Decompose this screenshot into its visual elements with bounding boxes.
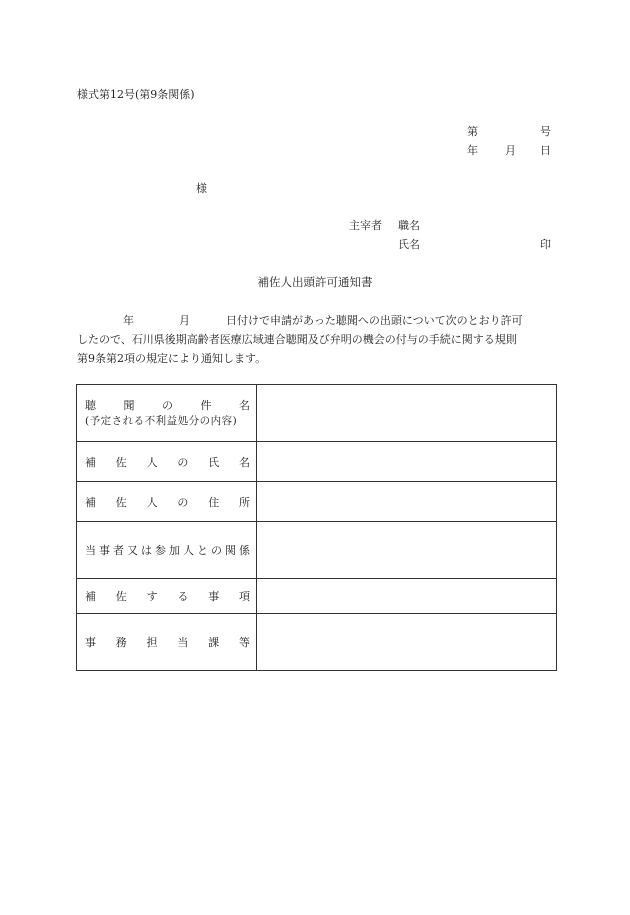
row-sub-label: (予定される不利益処分の内容) bbox=[85, 414, 238, 427]
document-number-suffix: 号 bbox=[540, 125, 551, 138]
label-char: 氏 bbox=[208, 455, 220, 469]
date-month-label: 月 bbox=[505, 144, 516, 157]
table-value-cell[interactable] bbox=[257, 522, 557, 579]
label-char: 事 bbox=[85, 636, 96, 649]
table-value-cell[interactable] bbox=[257, 482, 557, 522]
label-char: と bbox=[197, 544, 208, 557]
label-char: 名 bbox=[238, 455, 250, 469]
body-line-1 bbox=[77, 311, 557, 330]
label-char: る bbox=[177, 590, 189, 603]
table-label-cell bbox=[77, 442, 257, 482]
label-char: の bbox=[162, 398, 173, 412]
table-value-cell[interactable] bbox=[257, 614, 557, 671]
seal-mark: 印 bbox=[540, 238, 551, 251]
organizer-label: 主宰者 bbox=[349, 219, 382, 232]
table-value-cell[interactable] bbox=[257, 385, 557, 442]
label-char: は bbox=[141, 544, 152, 557]
label-char: 係 bbox=[239, 544, 250, 557]
label-char: 又 bbox=[127, 544, 138, 557]
body-line-1-text: 日付けで申請があった聴聞への出頭について次のとおり許可 bbox=[226, 314, 523, 327]
label-char: 補 bbox=[85, 495, 96, 509]
label-char: 佐 bbox=[115, 455, 127, 469]
row-label-spread bbox=[85, 398, 250, 414]
label-char: 佐 bbox=[115, 495, 127, 509]
date-year-label: 年 bbox=[467, 144, 478, 157]
table-row bbox=[77, 482, 557, 522]
label-char: 務 bbox=[115, 636, 127, 649]
row-label-spread bbox=[85, 588, 250, 604]
label-char: 項 bbox=[238, 590, 250, 603]
body-month: 月 bbox=[179, 314, 190, 327]
label-char: 担 bbox=[146, 636, 158, 649]
label-char: 人 bbox=[183, 544, 194, 557]
table-row bbox=[77, 385, 557, 442]
label-char: 名 bbox=[239, 398, 250, 412]
table-label-cell bbox=[77, 614, 257, 671]
label-char: 佐 bbox=[115, 590, 127, 603]
body-line-2: したので、石川県後期高齢者医療広域連合聴聞及び弁明の機会の付与の手続に関する規則 bbox=[77, 333, 517, 346]
label-char: 補 bbox=[85, 590, 96, 603]
document-title: 補佐人出頭許可通知書 bbox=[257, 275, 373, 289]
label-char: 聞 bbox=[123, 398, 135, 412]
label-char: 事 bbox=[99, 544, 110, 557]
details-table bbox=[76, 384, 557, 671]
name-label: 氏名 bbox=[398, 238, 420, 251]
row-label-spread bbox=[85, 634, 250, 650]
label-char: 加 bbox=[169, 544, 180, 557]
label-char: 関 bbox=[225, 544, 236, 557]
table-label-cell bbox=[77, 482, 257, 522]
label-char: 所 bbox=[238, 495, 250, 509]
date-day-label: 日 bbox=[540, 144, 551, 157]
table-row bbox=[77, 442, 557, 482]
label-char: 当 bbox=[177, 636, 189, 649]
label-char: 等 bbox=[238, 636, 250, 649]
label-char: す bbox=[146, 590, 158, 603]
addressee-honorific: 様 bbox=[196, 182, 207, 195]
table-row bbox=[77, 522, 557, 579]
table-value-cell[interactable] bbox=[257, 579, 557, 614]
body-line-3: 第9条第2項の規定により通知します。 bbox=[77, 352, 267, 365]
label-char: 当 bbox=[85, 544, 96, 557]
table-label-cell bbox=[77, 579, 257, 614]
label-char: 人 bbox=[146, 495, 158, 509]
label-char: 補 bbox=[85, 455, 96, 469]
label-char: 参 bbox=[155, 544, 166, 557]
label-char: の bbox=[177, 495, 189, 509]
table-label-cell bbox=[77, 522, 257, 579]
position-label: 職名 bbox=[398, 219, 420, 232]
label-char: 聴 bbox=[85, 398, 96, 412]
label-char: の bbox=[211, 544, 222, 557]
row-label-spread bbox=[85, 542, 250, 558]
label-char: 事 bbox=[208, 590, 220, 603]
label-char: 住 bbox=[208, 495, 220, 509]
body-year: 年 bbox=[123, 314, 134, 327]
row-label-spread bbox=[85, 454, 250, 470]
table-value-cell[interactable] bbox=[257, 442, 557, 482]
label-char: 件 bbox=[200, 398, 212, 412]
table-row bbox=[77, 614, 557, 671]
label-char: 人 bbox=[146, 455, 158, 469]
label-char: 課 bbox=[208, 636, 220, 649]
label-char: の bbox=[177, 455, 189, 469]
table-label-cell bbox=[77, 385, 257, 442]
document-number-prefix: 第 bbox=[467, 125, 478, 138]
table-row bbox=[77, 579, 557, 614]
row-label-spread bbox=[85, 494, 250, 510]
label-char: 者 bbox=[113, 544, 124, 557]
form-number: 様式第12号(第9条関係) bbox=[77, 88, 195, 101]
document-body bbox=[77, 311, 557, 368]
